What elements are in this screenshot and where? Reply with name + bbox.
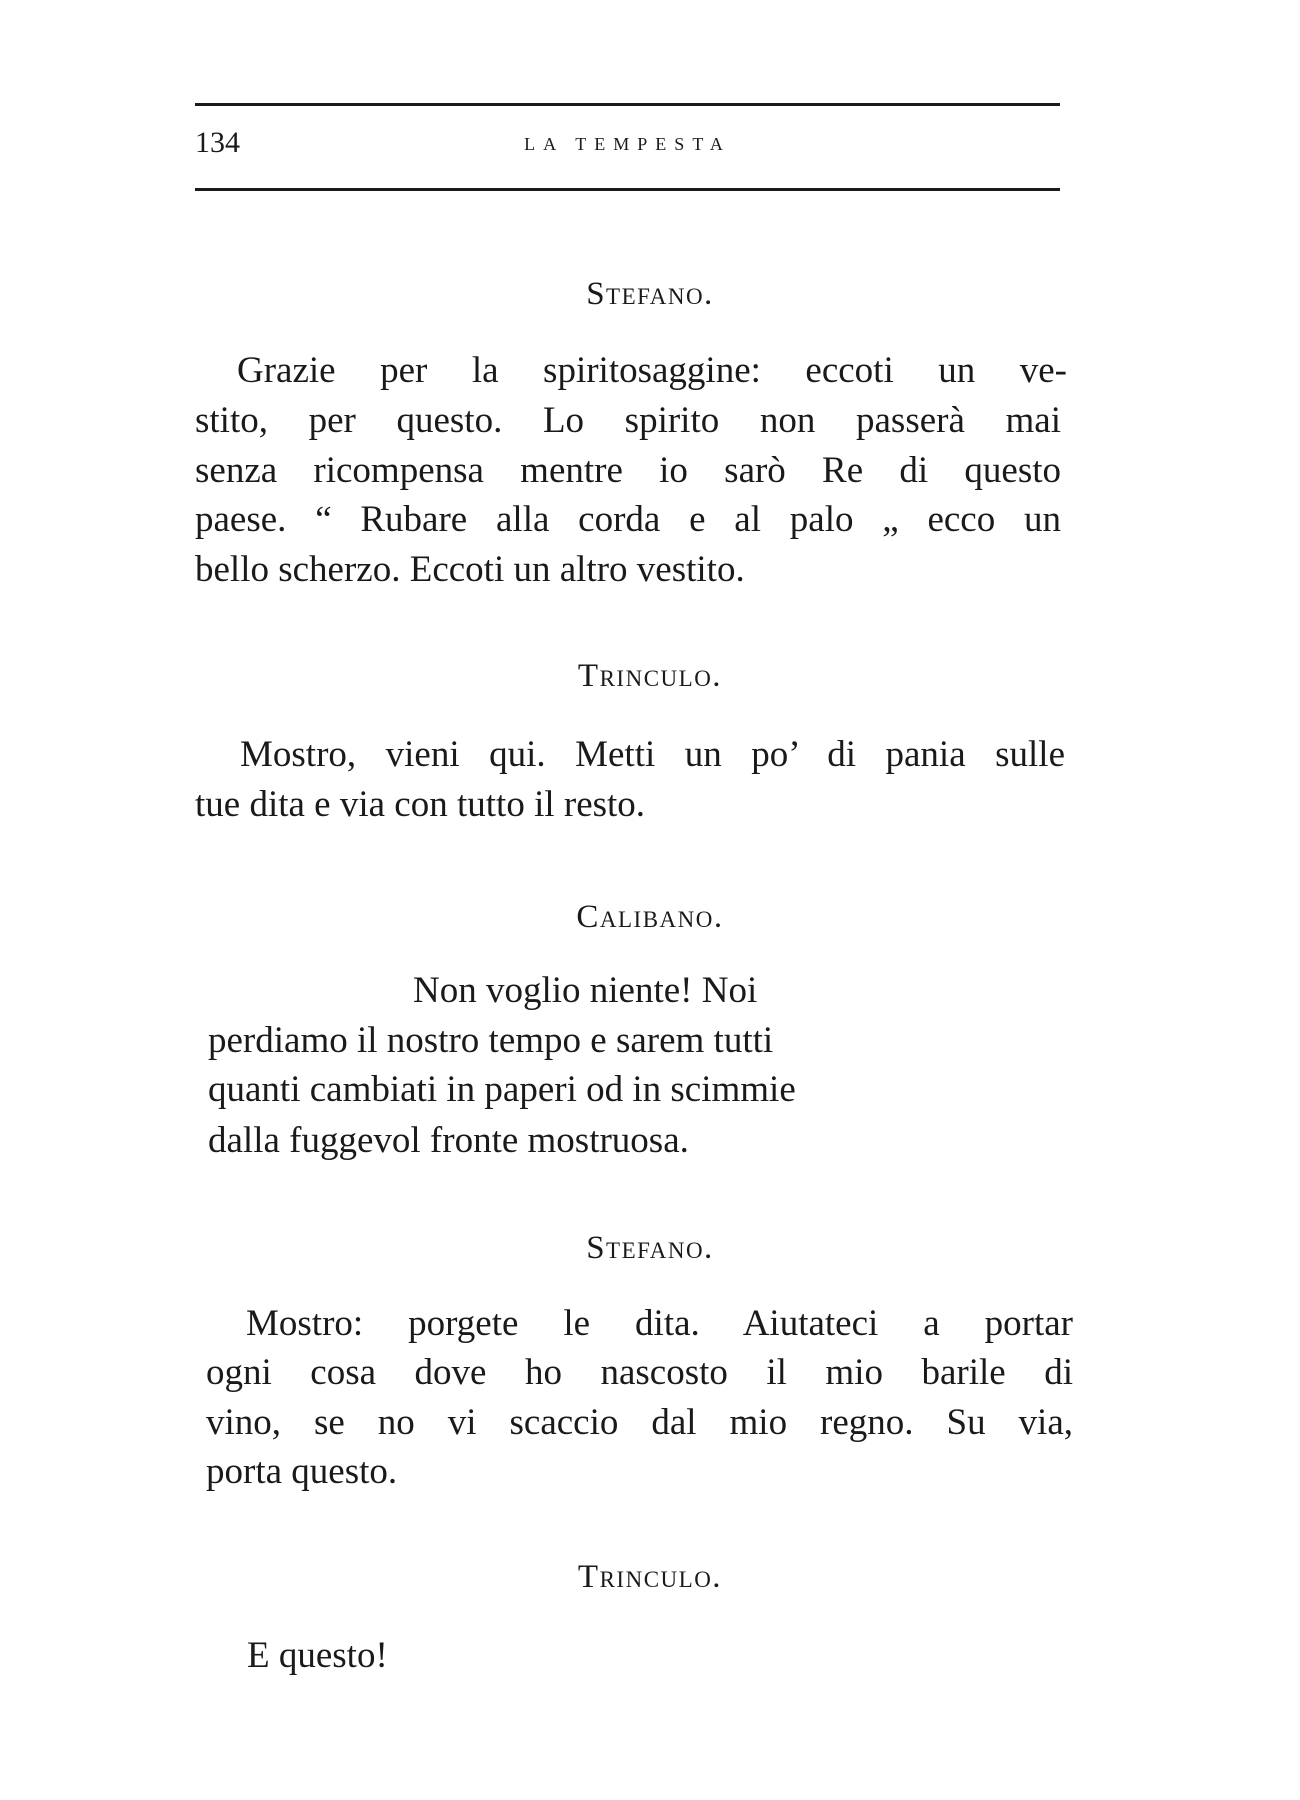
verse-line: vino, se no vi scaccio dal mio regno. Su via, [206,1402,1073,1443]
page-number: 134 [195,126,240,159]
verse-line: Mostro, vieni qui. Metti un po’ di pania sulle [240,734,1065,775]
header-top-rule [195,103,1060,106]
verse-line: ogni cosa dove ho nascosto il mio barile di [206,1352,1073,1393]
speaker-name: Trinculo. [577,658,723,694]
verse-line: dalla fuggevol fronte mostruosa. [208,1120,689,1161]
verse-line: tue dita e via con tutto il resto. [195,784,646,825]
verse-line: bello scherzo. Eccoti un altro vestito. [195,549,745,590]
running-title: LA TEMPESTA [524,134,731,154]
speaker-name: Calibano. [576,899,724,935]
speaker-name: Stefano. [586,1230,714,1266]
verse-line: E questo! [247,1635,388,1676]
verse-line: perdiamo il nostro tempo e sarem tutti [208,1020,774,1061]
verse-line: Grazie per la spiritosaggine: eccoti un ve- [237,350,1067,391]
header-bottom-rule [195,188,1060,191]
verse-line: paese. “ Rubare alla corda e al palo „ ecco un [195,499,1061,540]
verse-line: quanti cambiati in paperi od in scimmie [208,1069,796,1110]
verse-line: senza ricompensa mentre io sarò Re di questo [195,450,1061,491]
verse-line: porta questo. [206,1451,398,1492]
verse-line: stito, per questo. Lo spirito non passerà mai [195,400,1061,441]
verse-line: Mostro: porgete le dita. Aiutateci a portar [246,1303,1073,1344]
running-header [195,126,1060,170]
verse-line: Non voglio niente! Noi [413,970,758,1011]
speaker-name: Stefano. [586,276,714,312]
speaker-name: Trinculo. [577,1559,723,1595]
